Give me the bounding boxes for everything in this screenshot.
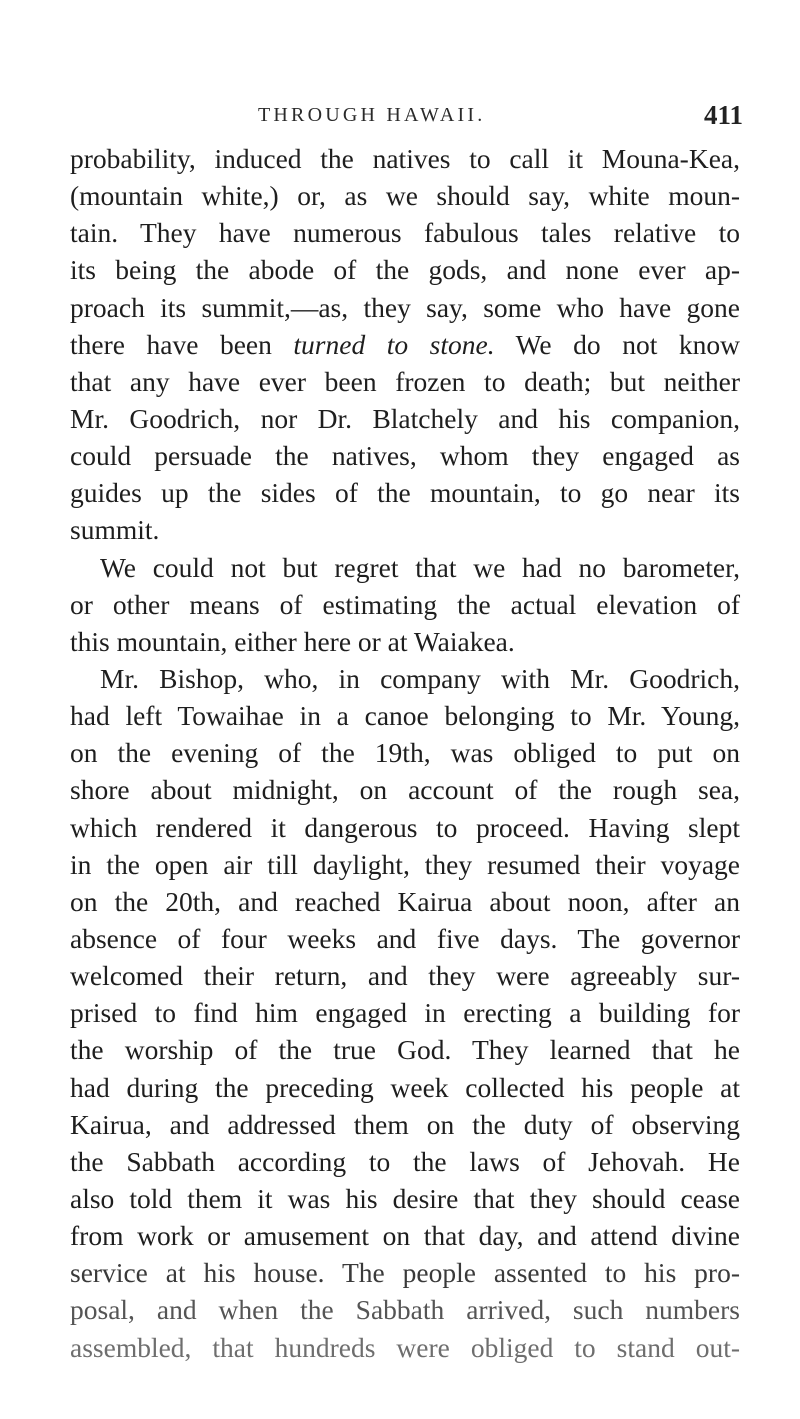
text-line: service at his house. The people assented to his pro-: [70, 1257, 740, 1289]
text-line: on the evening of the 19th, was obliged to put on: [70, 737, 740, 769]
text-line: proach its summit,—as, they say, some who have gone: [70, 291, 740, 323]
text-line: its being the abode of the gods, and none ever ap-: [70, 254, 740, 286]
text-line: prised to find him engaged in erecting a building for: [70, 997, 740, 1029]
text-line: welcomed their return, and they were agreeably sur-: [70, 960, 740, 992]
text-line: that any have ever been frozen to death; but neither: [70, 365, 740, 397]
text-line: shore about midnight, on account of the rough sea,: [70, 774, 740, 806]
text-line: assembled, that hundreds were obliged to stand out-: [70, 1331, 740, 1363]
text-line: from work or amusement on that day, and attend divine: [70, 1220, 740, 1252]
text-line: Kairua, and addressed them on the duty of observing: [70, 1108, 740, 1140]
text-line: posal, and when the Sabbath arrived, such numbers: [70, 1294, 740, 1326]
paragraph-start-line: We could not but regret that we had no barometer,: [100, 551, 740, 583]
text-line: (mountain white,) or, as we should say, white moun-: [70, 180, 740, 212]
text-line: guides up the sides of the mountain, to go near its: [70, 477, 740, 509]
text-line: on the 20th, and reached Kairua about noon, after an: [70, 885, 740, 917]
text-line: had left Towaihae in a canoe belonging to Mr. Young,: [70, 700, 740, 732]
text-line: had during the preceding week collected his people at: [70, 1071, 740, 1103]
page-number: 411: [703, 100, 743, 130]
paragraph-start-line: Mr. Bishop, who, in company with Mr. Goodrich,: [100, 662, 740, 694]
text-line: Mr. Goodrich, nor Dr. Blatchely and his companion,: [70, 402, 740, 434]
text-line-part: We do not know: [494, 328, 740, 360]
text-line: tain. They have numerous fabulous tales relative to: [70, 217, 740, 249]
body-text: [70, 140, 740, 1366]
text-line: which rendered it dangerous to proceed. Having slept: [70, 811, 740, 843]
text-line-part: there have been: [70, 328, 294, 360]
text-line: probability, induced the natives to call it Mouna-Kea,: [70, 143, 740, 174]
text-line: in the open air till daylight, they resumed their voyage: [70, 848, 740, 880]
text-line: could persuade the natives, whom they engaged as: [70, 440, 740, 472]
text-line: [70, 326, 740, 363]
text-line: the worship of the true God. They learned that he: [70, 1034, 740, 1066]
running-title: THROUGH HAWAII.: [258, 104, 486, 126]
running-head: [0, 100, 800, 134]
text-line: absence of four weeks and five days. The governor: [70, 922, 740, 954]
text-line: this mountain, either here or at Waiakea.: [70, 625, 515, 657]
italic-phrase: turned to stone.: [293, 328, 495, 360]
text-line: or other means of estimating the actual elevation of: [70, 588, 740, 620]
text-line: also told them it was his desire that they should cease: [70, 1182, 740, 1214]
text-line: summit.: [70, 514, 160, 546]
text-line: the Sabbath according to the laws of Jehovah. He: [70, 1145, 740, 1177]
